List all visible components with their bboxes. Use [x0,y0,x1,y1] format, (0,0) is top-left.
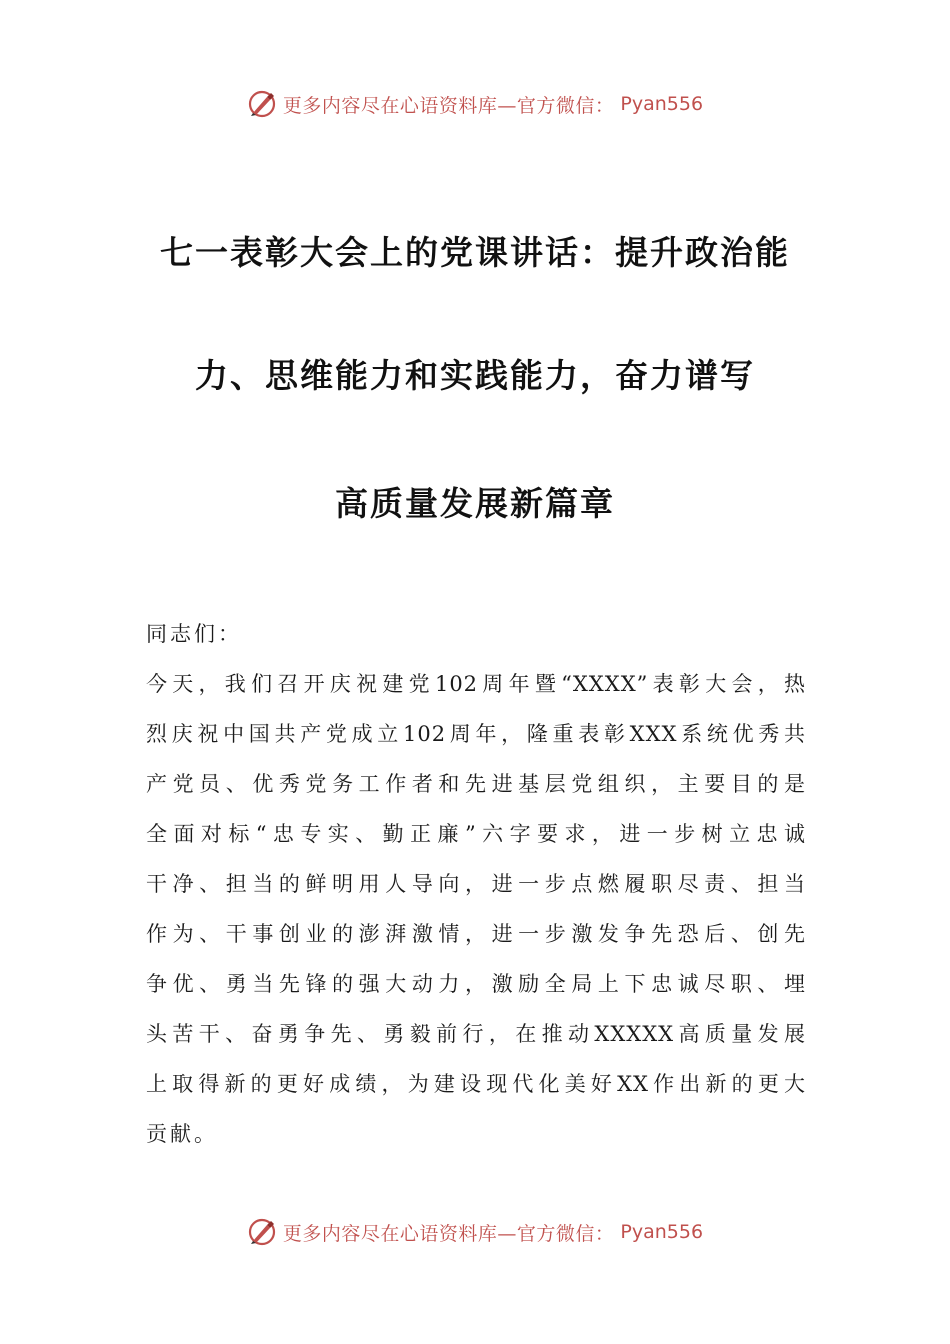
body-line: 全面对标“忠专实、勤正廉”六字要求，进一步树立忠诚 [146,822,806,846]
footer-banner-text: 更多内容尽在心语资料库—官方微信： [282,1222,615,1245]
salutation: 同志们： [146,622,242,646]
body-line: 干净、担当的鲜明用人导向，进一步点燃履职尽责、担当 [146,872,806,896]
body-line: 上取得新的更好成绩，为建设现代化美好XX作出新的更大 [146,1072,806,1096]
header-banner-account: Pyan556 [620,93,704,115]
body-line: 争优、勇当先锋的强大动力，激励全局上下忠诚尽职、埋 [146,972,806,996]
body-line: 作为、干事创业的澎湃激情，进一步激发争先恐后、创先 [146,922,806,946]
body-line: 贡献。 [146,1122,218,1146]
footer-banner-account: Pyan556 [620,1221,704,1243]
body-line: 产党员、优秀党务工作者和先进基层党组织，主要目的是 [146,772,806,796]
header-banner-text: 更多内容尽在心语资料库—官方微信： [282,94,615,117]
body-line: 今天，我们召开庆祝建党102周年暨“XXXX”表彰大会，热 [146,672,806,696]
footer-banner [0,1212,950,1252]
header-banner [0,84,950,124]
title-line-3: 高质量发展新篇章 [335,484,615,523]
title-line-1: 七一表彰大会上的党课讲话：提升政治能 [160,233,790,272]
pen-logo-icon [247,1217,277,1247]
body-line: 烈庆祝中国共产党成立102周年，隆重表彰XXX系统优秀共 [146,722,806,746]
body-line: 头苦干、奋勇争先、勇毅前行，在推动XXXXX高质量发展 [146,1022,806,1046]
title-line-2: 力、思维能力和实践能力，奋力谱写 [195,356,755,395]
pen-logo-icon [247,89,277,119]
